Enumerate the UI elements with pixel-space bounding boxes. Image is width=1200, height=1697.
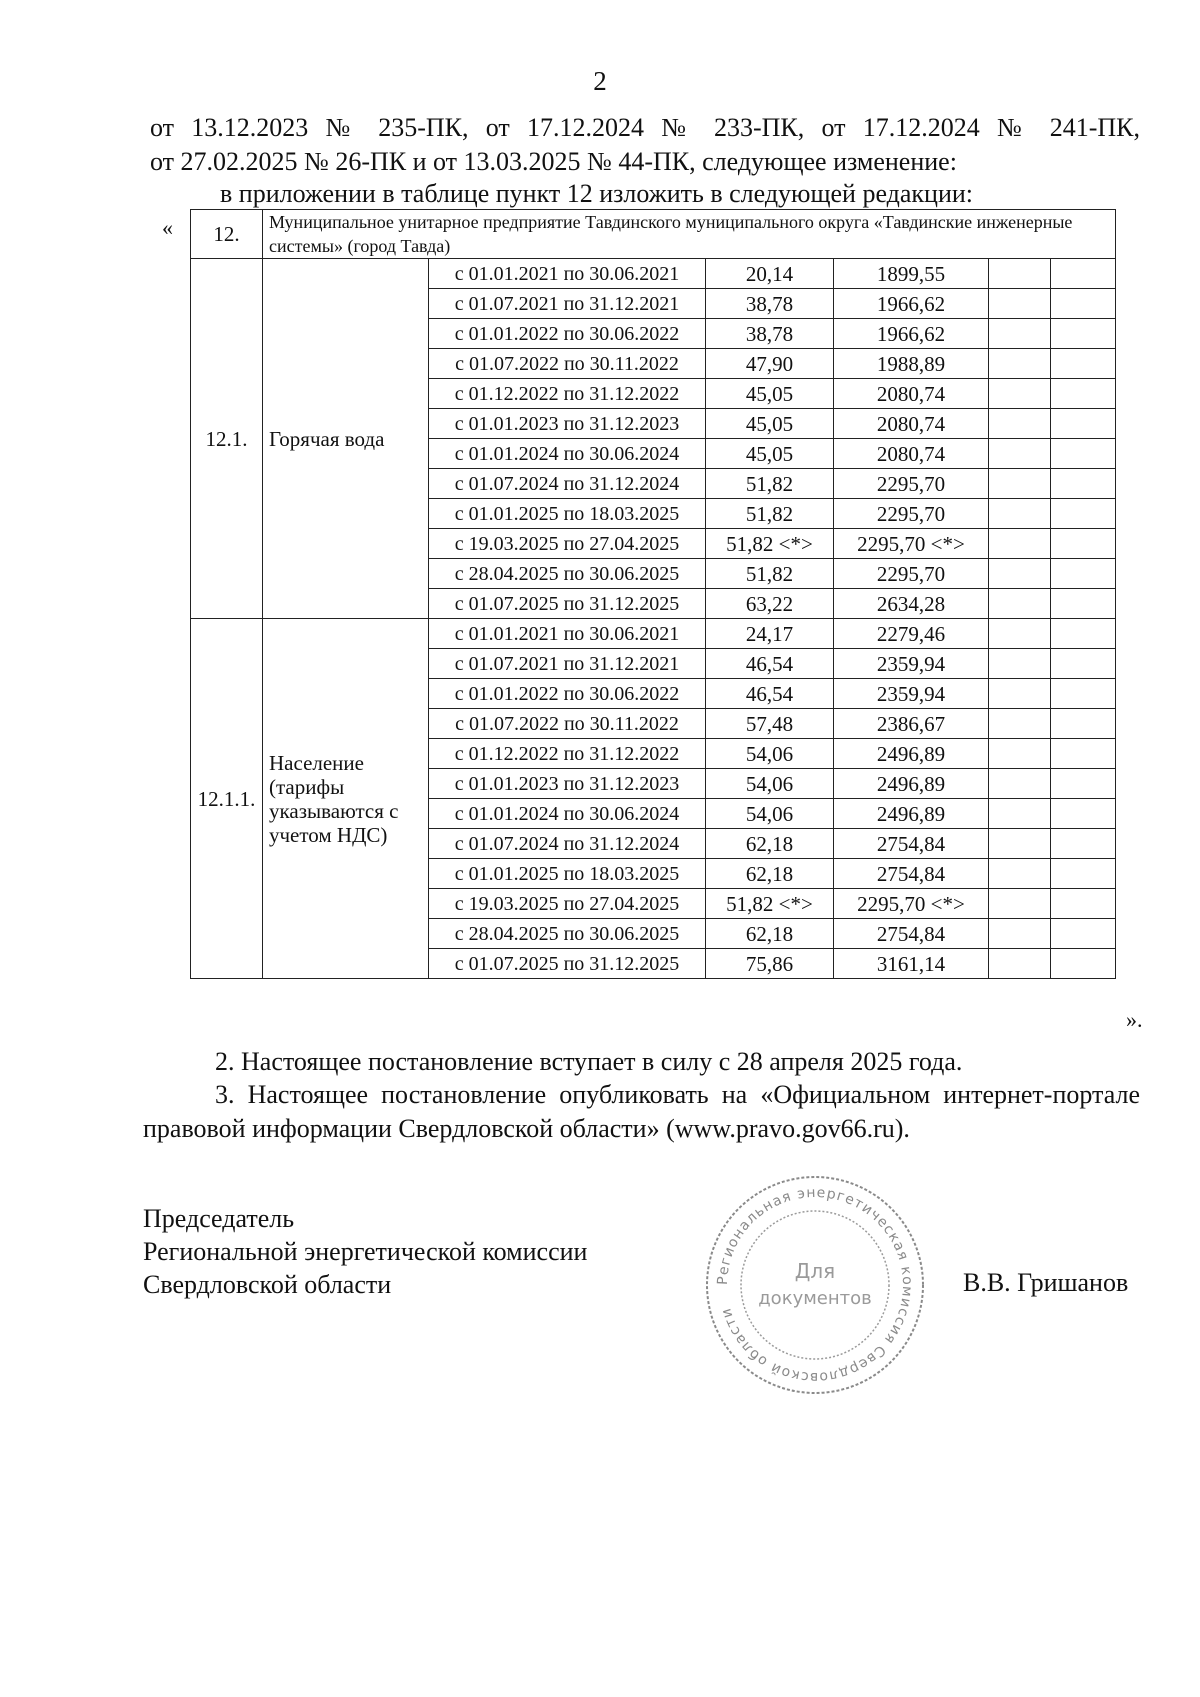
value-cell-1: 62,18 bbox=[706, 919, 834, 949]
value-cell-1: 47,90 bbox=[706, 349, 834, 379]
group-number: 12.1. bbox=[191, 259, 263, 619]
group-name: Население (тарифы указываются с учетом НДС) bbox=[263, 619, 429, 979]
value-cell-2: 2359,94 bbox=[834, 679, 989, 709]
value-cell-2: 2279,46 bbox=[834, 619, 989, 649]
value-cell-1: 57,48 bbox=[706, 709, 834, 739]
empty-cell bbox=[989, 709, 1051, 739]
empty-cell bbox=[1051, 379, 1116, 409]
table-row-item bbox=[191, 210, 1116, 259]
value-cell-2: 2080,74 bbox=[834, 439, 989, 469]
intro-line-2: от 27.02.2025 № 26-ПК и от 13.03.2025 № 44-ПК, следующее изменение: bbox=[150, 147, 957, 176]
value-cell-2: 2754,84 bbox=[834, 919, 989, 949]
empty-cell bbox=[1051, 949, 1116, 979]
value-cell-2: 2496,89 bbox=[834, 769, 989, 799]
value-cell-1: 51,82 <*> bbox=[706, 889, 834, 919]
value-cell-1: 75,86 bbox=[706, 949, 834, 979]
value-cell-1: 20,14 bbox=[706, 259, 834, 289]
empty-cell bbox=[989, 529, 1051, 559]
value-cell-1: 54,06 bbox=[706, 799, 834, 829]
value-cell-2: 1966,62 bbox=[834, 319, 989, 349]
value-cell-2: 2295,70 <*> bbox=[834, 889, 989, 919]
period-cell: с 01.01.2025 по 18.03.2025 bbox=[429, 499, 706, 529]
signature-line-1: Председатель bbox=[143, 1204, 295, 1233]
quote-close: ». bbox=[1126, 1007, 1143, 1032]
value-cell-2: 2754,84 bbox=[834, 829, 989, 859]
empty-cell bbox=[1051, 649, 1116, 679]
period-cell: с 01.01.2021 по 30.06.2021 bbox=[429, 619, 706, 649]
empty-cell bbox=[1051, 349, 1116, 379]
table-row bbox=[191, 619, 1116, 649]
empty-cell bbox=[1051, 619, 1116, 649]
period-cell: с 01.01.2022 по 30.06.2022 bbox=[429, 319, 706, 349]
empty-cell bbox=[989, 289, 1051, 319]
value-cell-2: 1988,89 bbox=[834, 349, 989, 379]
empty-cell bbox=[989, 499, 1051, 529]
empty-cell bbox=[1051, 259, 1116, 289]
empty-cell bbox=[989, 469, 1051, 499]
value-cell-2: 3161,14 bbox=[834, 949, 989, 979]
empty-cell bbox=[1051, 709, 1116, 739]
stamp-center-line-1: Для bbox=[794, 1259, 836, 1283]
svg-text:Региональная энергетическая ко bbox=[715, 1185, 915, 1385]
period-cell: с 01.01.2025 по 18.03.2025 bbox=[429, 859, 706, 889]
empty-cell bbox=[989, 259, 1051, 289]
table-row bbox=[191, 259, 1116, 289]
empty-cell bbox=[989, 589, 1051, 619]
value-cell-2: 2295,70 bbox=[834, 469, 989, 499]
period-cell: с 01.07.2021 по 31.12.2021 bbox=[429, 649, 706, 679]
empty-cell bbox=[1051, 859, 1116, 889]
page-number: 2 bbox=[593, 66, 607, 96]
value-cell-2: 2496,89 bbox=[834, 799, 989, 829]
paragraph-2: 2. Настоящее постановление вступает в силу с 28 апреля 2025 года. bbox=[215, 1047, 963, 1076]
empty-cell bbox=[989, 619, 1051, 649]
value-cell-1: 45,05 bbox=[706, 379, 834, 409]
empty-cell bbox=[1051, 829, 1116, 859]
empty-cell bbox=[1051, 409, 1116, 439]
value-cell-2: 2386,67 bbox=[834, 709, 989, 739]
empty-cell bbox=[989, 769, 1051, 799]
empty-cell bbox=[989, 439, 1051, 469]
period-cell: с 01.07.2024 по 31.12.2024 bbox=[429, 469, 706, 499]
empty-cell bbox=[989, 739, 1051, 769]
empty-cell bbox=[1051, 799, 1116, 829]
value-cell-2: 1966,62 bbox=[834, 289, 989, 319]
value-cell-1: 51,82 bbox=[706, 469, 834, 499]
group-name: Горячая вода bbox=[263, 259, 429, 619]
empty-cell bbox=[989, 679, 1051, 709]
value-cell-2: 2754,84 bbox=[834, 859, 989, 889]
period-cell: с 28.04.2025 по 30.06.2025 bbox=[429, 919, 706, 949]
empty-cell bbox=[989, 829, 1051, 859]
value-cell-2: 2295,70 bbox=[834, 499, 989, 529]
value-cell-1: 46,54 bbox=[706, 679, 834, 709]
value-cell-2: 2295,70 bbox=[834, 559, 989, 589]
tariff-table bbox=[190, 209, 1116, 979]
empty-cell bbox=[1051, 769, 1116, 799]
empty-cell bbox=[1051, 319, 1116, 349]
empty-cell bbox=[989, 859, 1051, 889]
stamp-seal bbox=[700, 1170, 930, 1400]
empty-cell bbox=[1051, 529, 1116, 559]
period-cell: с 01.12.2022 по 31.12.2022 bbox=[429, 379, 706, 409]
empty-cell bbox=[1051, 739, 1116, 769]
stamp-center-line-2: документов bbox=[758, 1288, 872, 1309]
value-cell-1: 63,22 bbox=[706, 589, 834, 619]
signature-line-3: Свердловской области bbox=[143, 1270, 392, 1299]
period-cell: с 19.03.2025 по 27.04.2025 bbox=[429, 889, 706, 919]
value-cell-1: 45,05 bbox=[706, 409, 834, 439]
empty-cell bbox=[989, 559, 1051, 589]
empty-cell bbox=[1051, 559, 1116, 589]
organization-name: Муниципальное унитарное предприятие Тавдинского муниципального округа «Тавдинские инженерные системы» (город Тавда) bbox=[263, 210, 1116, 259]
period-cell: с 01.07.2025 по 31.12.2025 bbox=[429, 949, 706, 979]
empty-cell bbox=[1051, 679, 1116, 709]
value-cell-1: 51,82 bbox=[706, 559, 834, 589]
period-cell: с 01.01.2023 по 31.12.2023 bbox=[429, 769, 706, 799]
value-cell-2: 2359,94 bbox=[834, 649, 989, 679]
empty-cell bbox=[989, 799, 1051, 829]
value-cell-1: 54,06 bbox=[706, 769, 834, 799]
signature-title bbox=[143, 1202, 587, 1301]
period-cell: с 01.01.2021 по 30.06.2021 bbox=[429, 259, 706, 289]
period-cell: с 19.03.2025 по 27.04.2025 bbox=[429, 529, 706, 559]
empty-cell bbox=[1051, 919, 1116, 949]
value-cell-1: 38,78 bbox=[706, 289, 834, 319]
empty-cell bbox=[1051, 469, 1116, 499]
empty-cell bbox=[1051, 889, 1116, 919]
empty-cell bbox=[1051, 439, 1116, 469]
group-number: 12.1.1. bbox=[191, 619, 263, 979]
value-cell-2: 2295,70 <*> bbox=[834, 529, 989, 559]
period-cell: с 01.07.2022 по 30.11.2022 bbox=[429, 709, 706, 739]
value-cell-1: 38,78 bbox=[706, 319, 834, 349]
stamp-ring-text: Региональная энергетическая комиссия Свердловской области bbox=[714, 1184, 916, 1386]
empty-cell bbox=[1051, 499, 1116, 529]
value-cell-2: 2496,89 bbox=[834, 739, 989, 769]
period-cell: с 01.12.2022 по 31.12.2022 bbox=[429, 739, 706, 769]
empty-cell bbox=[989, 319, 1051, 349]
value-cell-1: 45,05 bbox=[706, 439, 834, 469]
quote-open: « bbox=[162, 215, 173, 240]
empty-cell bbox=[989, 649, 1051, 679]
signature-line-2: Региональной энергетической комиссии bbox=[143, 1237, 588, 1266]
empty-cell bbox=[1051, 589, 1116, 619]
empty-cell bbox=[989, 889, 1051, 919]
value-cell-2: 2080,74 bbox=[834, 409, 989, 439]
empty-cell bbox=[989, 949, 1051, 979]
empty-cell bbox=[1051, 289, 1116, 319]
value-cell-1: 24,17 bbox=[706, 619, 834, 649]
signatory-name: В.В. Гришанов bbox=[963, 1268, 1129, 1297]
empty-cell bbox=[989, 349, 1051, 379]
period-cell: с 01.07.2024 по 31.12.2024 bbox=[429, 829, 706, 859]
item-number: 12. bbox=[191, 210, 263, 259]
period-cell: с 28.04.2025 по 30.06.2025 bbox=[429, 559, 706, 589]
value-cell-2: 1899,55 bbox=[834, 259, 989, 289]
period-cell: с 01.07.2025 по 31.12.2025 bbox=[429, 589, 706, 619]
value-cell-1: 62,18 bbox=[706, 859, 834, 889]
value-cell-1: 62,18 bbox=[706, 829, 834, 859]
intro-line-3: в приложении в таблице пункт 12 изложить в следующей редакции: bbox=[220, 179, 974, 208]
value-cell-2: 2634,28 bbox=[834, 589, 989, 619]
period-cell: с 01.07.2022 по 30.11.2022 bbox=[429, 349, 706, 379]
period-cell: с 01.01.2024 по 30.06.2024 bbox=[429, 439, 706, 469]
period-cell: с 01.07.2021 по 31.12.2021 bbox=[429, 289, 706, 319]
empty-cell bbox=[989, 919, 1051, 949]
period-cell: с 01.01.2023 по 31.12.2023 bbox=[429, 409, 706, 439]
value-cell-1: 51,82 <*> bbox=[706, 529, 834, 559]
value-cell-1: 51,82 bbox=[706, 499, 834, 529]
period-cell: с 01.01.2024 по 30.06.2024 bbox=[429, 799, 706, 829]
empty-cell bbox=[989, 409, 1051, 439]
value-cell-2: 2080,74 bbox=[834, 379, 989, 409]
value-cell-1: 46,54 bbox=[706, 649, 834, 679]
empty-cell bbox=[989, 379, 1051, 409]
period-cell: с 01.01.2022 по 30.06.2022 bbox=[429, 679, 706, 709]
value-cell-1: 54,06 bbox=[706, 739, 834, 769]
intro-line-1: от 13.12.2023 № 235-ПК, от 17.12.2024 № 233-ПК, от 17.12.2024 № 241-ПК, bbox=[150, 113, 1140, 142]
paragraph-3: 3. Настоящее постановление опубликовать на «Официальном интернет-портале правовой информации Свердловской области» (www.pravo.gov66.ru). bbox=[143, 1080, 1140, 1143]
